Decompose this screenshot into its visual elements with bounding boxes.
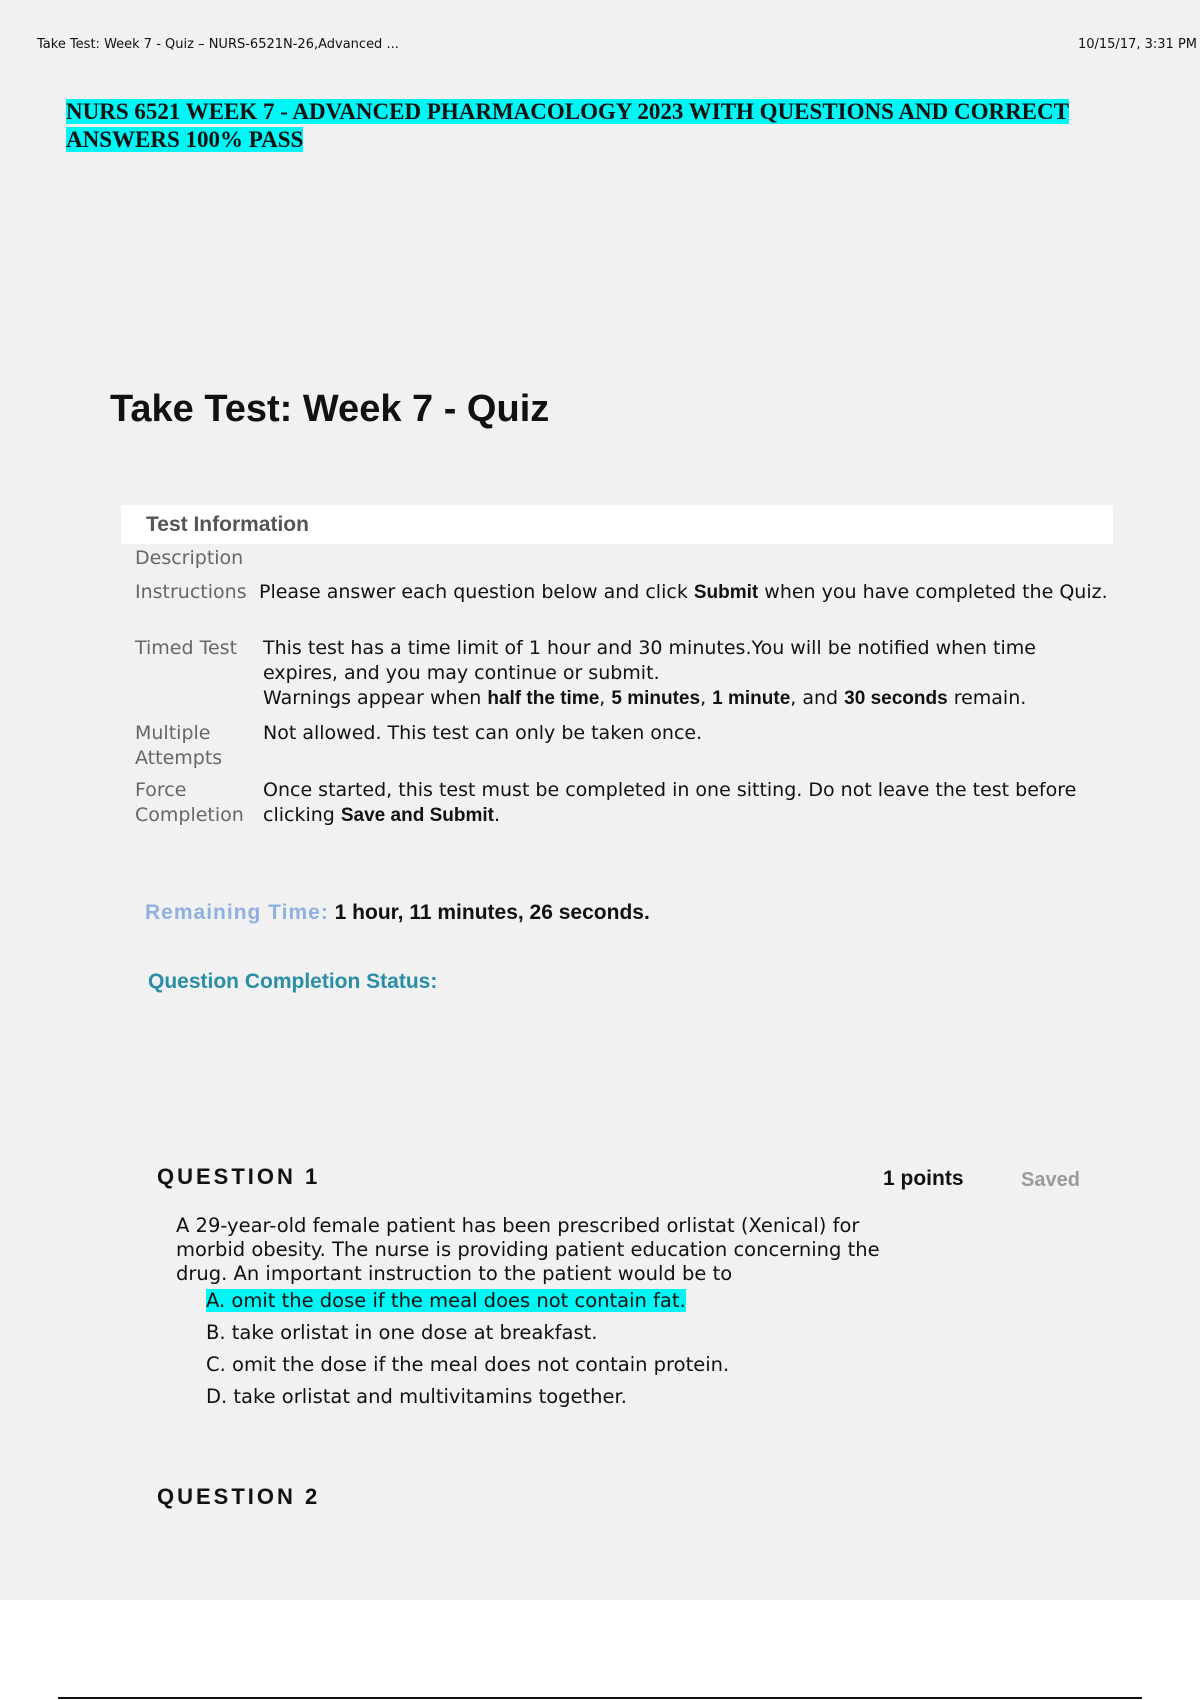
remaining-time: [145, 901, 650, 925]
instructions-label: Instructions: [135, 581, 247, 603]
question-1-saved-status: Saved: [1021, 1169, 1080, 1191]
banner-line-2: ANSWERS 100% PASS: [66, 127, 304, 152]
remaining-time-value: 1 hour, 11 minutes, 26 seconds.: [334, 901, 650, 924]
timed-test-label: Timed Test: [135, 637, 238, 659]
save-and-submit-keyword: Save and Submit: [340, 805, 494, 826]
test-information-panel: [121, 505, 1113, 826]
submit-keyword: Submit: [693, 582, 759, 603]
answer-option-c[interactable]: C. omit the dose if the meal does not contain protein.: [206, 1353, 730, 1376]
remaining-time-label: Remaining Time:: [145, 901, 329, 924]
timed-test-limit-text: This test has a time limit of 1 hour and 30 minutes.You will be notified when time expires, and you may continue or submit.: [263, 637, 1036, 684]
answer-option-b[interactable]: B. take orlistat in one dose at breakfast.: [206, 1321, 598, 1344]
question-2-heading: QUESTION 2: [157, 1484, 321, 1509]
banner-line-1: NURS 6521 WEEK 7 - ADVANCED PHARMACOLOGY 2023 WITH QUESTIONS AND CORRECT: [66, 99, 1069, 124]
multiple-attempts-value: Not allowed. This test can only be taken once.: [263, 722, 703, 744]
force-completion-label: Force Completion: [135, 779, 244, 826]
answer-option-a[interactable]: A. omit the dose if the meal does not contain fat.: [206, 1289, 686, 1312]
instructions-value: Please answer each question below and click Submit when you have completed the Quiz.: [259, 581, 1108, 603]
answer-option-d[interactable]: D. take orlistat and multivitamins together.: [206, 1385, 627, 1408]
footer-divider: [58, 1697, 1142, 1699]
page-title: Take Test: Week 7 - Quiz: [110, 388, 550, 430]
question-1-points: 1 points: [883, 1167, 964, 1190]
print-header: [0, 0, 1200, 90]
force-completion-value: Once started, this test must be completed in one sitting. Do not leave the test before clicking Save and Submit.: [263, 779, 1077, 826]
document-banner: [66, 98, 1136, 154]
print-header-date: 10/15/17, 3:31 PM: [1077, 37, 1197, 52]
print-header-title: Take Test: Week 7 - Quiz – NURS-6521N-26,Advanced ...: [37, 37, 399, 52]
multiple-attempts-label: Multiple Attempts: [135, 722, 223, 769]
test-information-header: Test Information: [121, 505, 1113, 544]
question-1-text: A 29-year-old female patient has been prescribed orlistat (Xenical) for morbid obesity. The nurse is providing patient education concerning the drug. An important instruction to the patient would be to: [176, 1214, 880, 1285]
question-1-heading: QUESTION 1: [157, 1164, 321, 1189]
timed-test-value: This test has a time limit of 1 hour and 30 minutes.You will be notified when time expires, and you may continue or submit. Warnings appear when half the time, 5 minutes, 1 minute, and 30 seconds remain.: [263, 637, 1036, 709]
question-completion-status[interactable]: Question Completion Status:: [148, 970, 438, 993]
description-label: Description: [135, 547, 244, 569]
page-bottom-margin: [0, 1600, 1200, 1700]
